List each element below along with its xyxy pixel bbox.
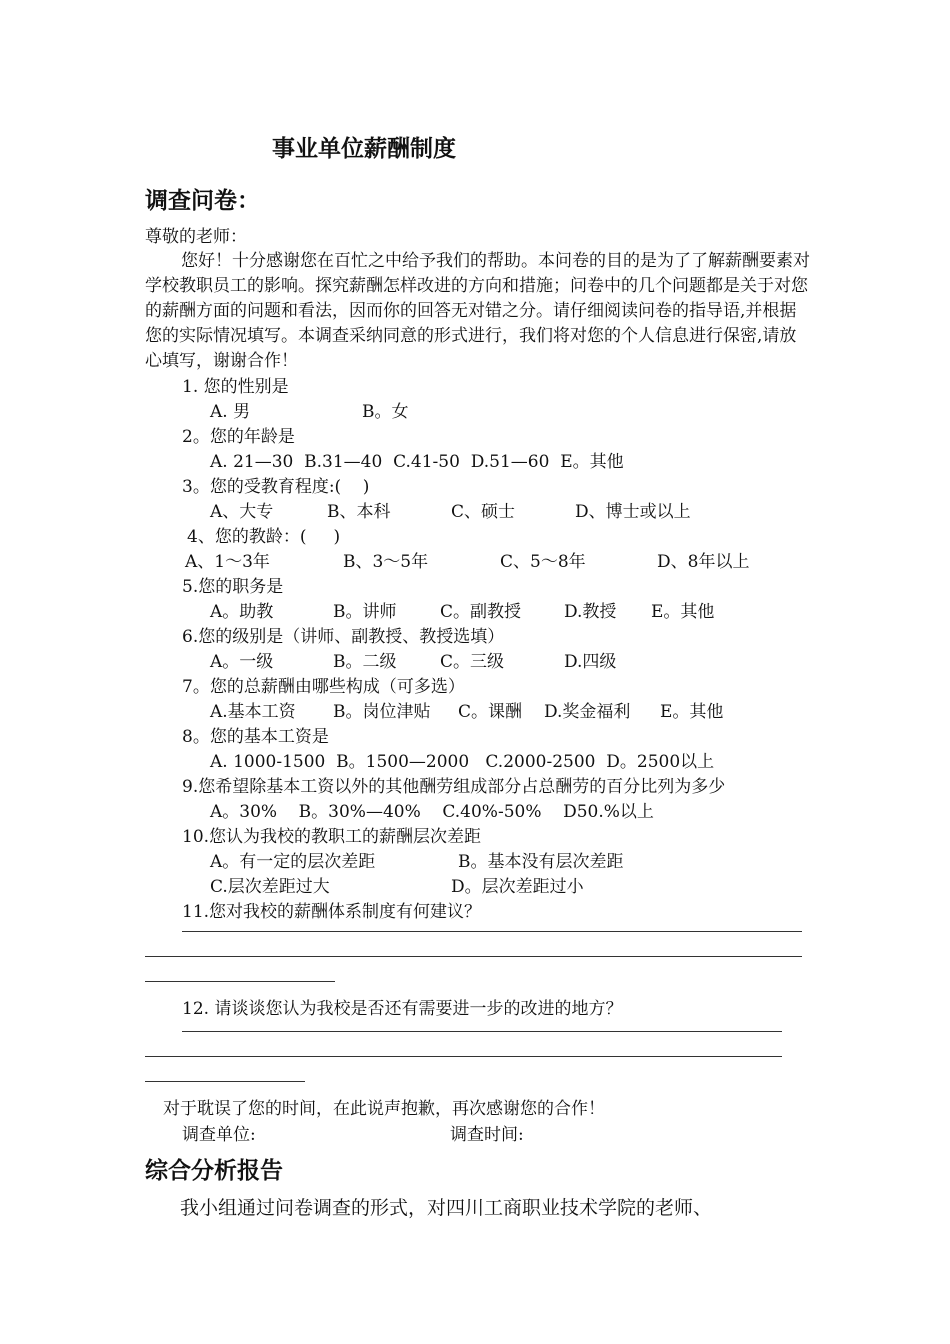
closing-note: 对于耽误了您的时间，在此说声抱歉，再次感谢您的合作！ (163, 1099, 605, 1119)
question-10-option-d: D。层次差距过小 (451, 877, 584, 897)
question-6-option-c: C。三级 (440, 652, 505, 672)
question-8-options: A. 1000-1500 B。1500—2000 C.2000-2500 D。2500以上 (210, 752, 715, 772)
question-1: 1. 您的性别是 (182, 377, 289, 397)
question-7-option-d: D.奖金福利 (544, 702, 631, 722)
question-2: 2。您的年龄是 (182, 427, 295, 447)
question-1-option-b: B。女 (362, 402, 409, 422)
question-3-option-b: B、本科 (327, 502, 391, 522)
question-6-option-b: B。二级 (333, 652, 397, 672)
question-4-option-b: B、3～5年 (343, 552, 429, 572)
question-7: 7。您的总薪酬由哪些构成（可多选） (182, 677, 465, 697)
question-4-option-d: D、8年以上 (657, 552, 750, 572)
question-10-option-a: A。有一定的层次差距 (210, 852, 376, 872)
report-heading: 综合分析报告 (145, 1158, 283, 1184)
question-7-option-a: A.基本工资 (210, 702, 296, 722)
question-5: 5.您的职务是 (182, 577, 284, 597)
question-11: 11.您对我校的薪酬体系制度有何建议？ (182, 902, 482, 922)
intro-paragraph (145, 249, 810, 374)
question-4-option-a: A、1～3年 (185, 552, 270, 572)
answer-line (145, 1081, 305, 1082)
question-5-option-d: D.教授 (564, 602, 617, 622)
question-3-option-c: C、硕士 (451, 502, 516, 522)
survey-unit-label: 调查单位: (182, 1125, 256, 1145)
survey-heading: 调查问卷： (145, 188, 260, 214)
answer-line (182, 1031, 782, 1032)
question-3: 3。您的受教育程度:( ) (182, 477, 370, 497)
salutation: 尊敬的老师： (145, 227, 247, 247)
survey-time-label: 调查时间: (450, 1125, 524, 1145)
question-5-option-b: B。讲师 (333, 602, 397, 622)
answer-line (182, 931, 802, 932)
question-8: 8。您的基本工资是 (182, 727, 329, 747)
question-2-options: A. 21—30 B.31—40 C.41-50 D.51—60 E。其他 (210, 452, 624, 472)
question-12: 12. 请谈谈您认为我校是否还有需要进一步的改进的地方？ (182, 999, 623, 1019)
question-7-option-e: E。其他 (660, 702, 724, 722)
question-6-option-a: A。一级 (210, 652, 274, 672)
question-5-option-e: E。其他 (651, 602, 715, 622)
question-5-option-a: A。助教 (210, 602, 274, 622)
question-10: 10.您认为我校的教职工的薪酬层次差距 (182, 827, 482, 847)
question-3-option-d: D、博士或以上 (575, 502, 691, 522)
answer-line (145, 956, 802, 957)
answer-line (145, 981, 335, 982)
document-title: 事业单位薪酬制度 (272, 136, 456, 162)
question-10-option-c: C.层次差距过大 (210, 877, 330, 897)
question-9: 9.您希望除基本工资以外的其他酬劳组成部分占总酬劳的百分比列为多少 (182, 777, 726, 797)
answer-line (145, 1056, 782, 1057)
question-7-option-c: C。课酬 (458, 702, 523, 722)
report-text: 我小组通过问卷调查的形式，对四川工商职业技术学院的老师、 (180, 1197, 713, 1219)
question-4: 4、您的教龄：( ) (187, 527, 341, 547)
intro-text: 您好！十分感谢您在百忙之中给予我们的帮助。本问卷的目的是为了了解薪酬要素对学校教职员工的影响。探究薪酬怎样改进的方向和措施；问卷中的几个问题都是关于对您的薪酬方面的问题和看法，因而你的回答无对错之分。请仔细阅读问卷的指导语,并根据您的实际情况填写。本调查采纳同意的形式进行，我们将对您的个人信息进行保密,请放心填写，谢谢合作！ (145, 251, 810, 371)
question-9-options: A。30% B。30%—40% C.40%-50% D50.%以上 (210, 802, 654, 822)
question-3-option-a: A、大专 (210, 502, 274, 522)
question-4-option-c: C、5～8年 (500, 552, 586, 572)
question-1-option-a: A. 男 (210, 402, 251, 422)
question-7-option-b: B。岗位津贴 (333, 702, 431, 722)
question-5-option-c: C。副教授 (440, 602, 522, 622)
question-10-option-b: B。基本没有层次差距 (458, 852, 624, 872)
question-6-option-d: D.四级 (564, 652, 617, 672)
question-6: 6.您的级别是（讲师、副教授、教授选填） (182, 627, 505, 647)
